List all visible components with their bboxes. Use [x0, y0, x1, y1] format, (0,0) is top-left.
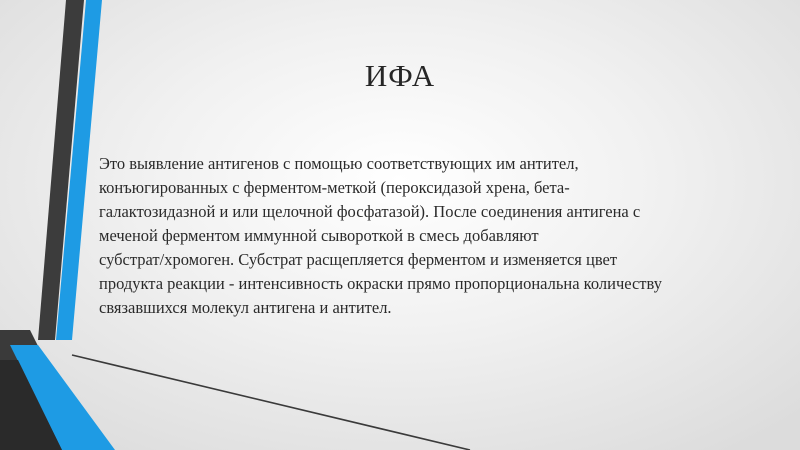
slide-body — [99, 152, 789, 320]
slide-title: ИФА — [364, 58, 436, 93]
body-line: продукта реакции - интенсивность окраски прямо пропорциональна количеству — [99, 274, 662, 293]
body-line: галактозидазной и или щелочной фосфатазой). После соединения антигена с — [99, 202, 641, 221]
body-line: связавшихся молекул антигена и антител. — [99, 298, 392, 317]
body-line: субстрат/хромоген. Субстрат расщепляется ферментом и изменяется цвет — [99, 250, 618, 269]
diagonal-accent-line — [72, 355, 470, 450]
body-line: Это выявление антигенов с помощью соответствующих им антител, — [99, 154, 579, 173]
body-line: конъюгированных с ферментом-меткой (пероксидазой хрена, бета- — [99, 178, 570, 197]
body-line: меченой ферментом иммунной сывороткой в смесь добавляют — [99, 226, 539, 245]
